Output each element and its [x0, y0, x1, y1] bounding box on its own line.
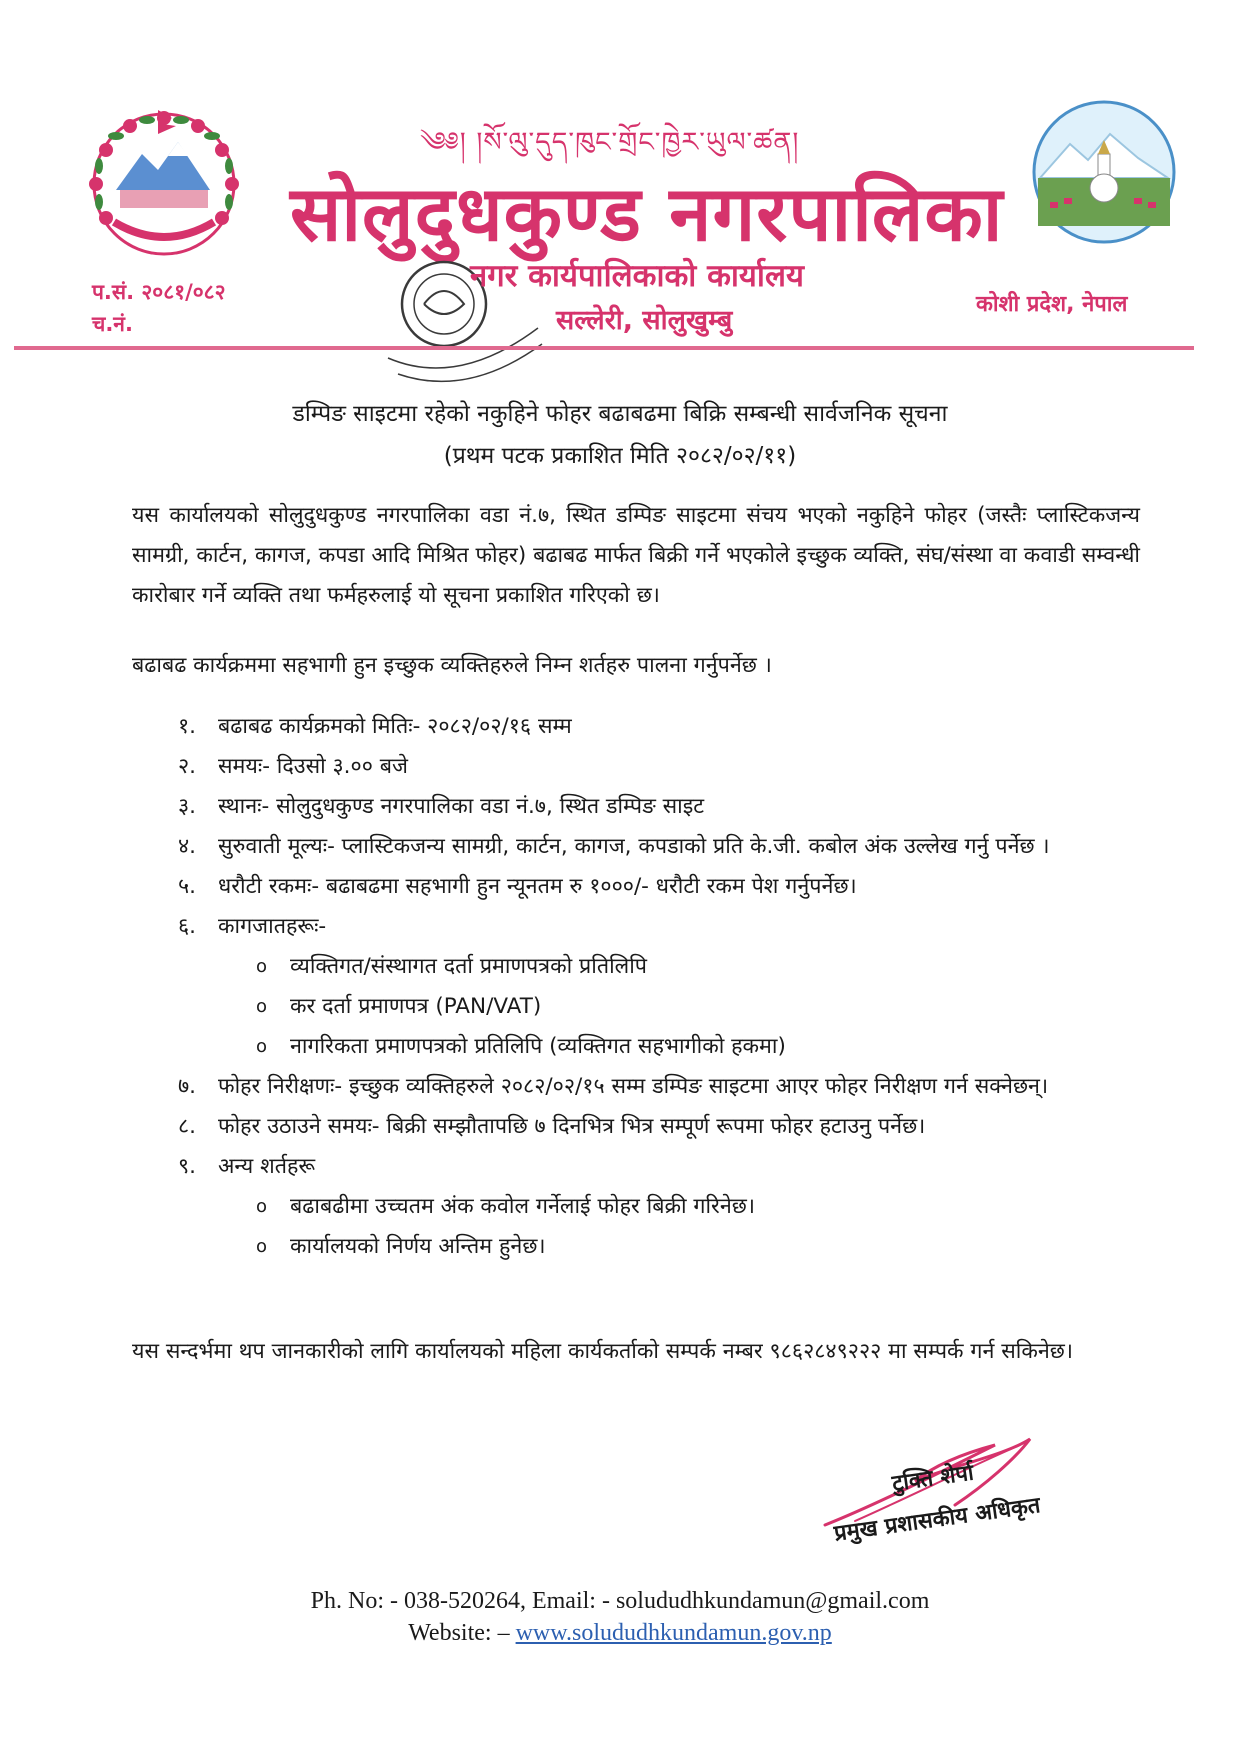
list-item — [178, 1148, 1158, 1185]
office-name: नगर कार्यपालिकाको कार्यालय — [470, 258, 804, 294]
document-text: कर दर्ता प्रमाणपत्र (PAN/VAT) — [290, 994, 542, 1019]
website-link[interactable]: www.solududhkundamun.gov.np — [515, 1620, 832, 1646]
contact-line: Ph. No: - 038-520264, Email: - solududhkundamun@gmail.com — [310, 1588, 930, 1614]
list-item — [178, 708, 1158, 745]
item-text: बढाबढ कार्यक्रमको मितिः- २०८२/०२/१६ सम्म — [218, 714, 572, 739]
item-number: २. — [178, 754, 197, 779]
condition-item — [256, 1228, 1158, 1265]
bullet-icon: o — [256, 1236, 268, 1257]
item-number: ८. — [178, 1114, 197, 1139]
item-text: अन्य शर्तहरू — [218, 1154, 316, 1179]
website-label: Website: – — [408, 1620, 510, 1646]
province-label: कोशी प्रदेश, नेपाल — [976, 292, 1128, 317]
signer-designation: प्रमुख प्रशासकीय अधिकृत — [832, 1493, 1042, 1547]
document-item — [256, 948, 1158, 985]
closing-paragraph: यस सन्दर्भमा थप जानकारीको लागि कार्यालयको महिला कार्यकर्ताको सम्पर्क नम्बर ९८६२८४९२२२ मा सम्पर्क गर्न सकिनेछ। — [132, 1339, 1074, 1364]
bullet-icon: o — [256, 996, 268, 1017]
item-number: ४. — [178, 834, 197, 859]
website-line — [0, 1620, 1240, 1647]
item-text: कागजातहरूः- — [218, 914, 327, 939]
list-item — [178, 748, 1158, 785]
municipality-name: सोलुदुधकुण्ड नगरपालिका — [290, 169, 1004, 258]
reference-number: प.सं. २०८१/०८२ — [92, 280, 226, 304]
list-item — [178, 868, 1158, 905]
condition-text: बढाबढीमा उच्चतम अंक कवोल गर्नेलाई फोहर बिक्री गरिनेछ। — [290, 1194, 756, 1219]
document-item — [256, 1028, 1158, 1065]
letterhead-divider — [14, 346, 1194, 350]
nepal-emblem-icon — [86, 104, 242, 260]
item-text: धरौटी रकमः- बढाबढमा सहभागी हुन न्यूनतम रु १०००/- धरौटी रकम पेश गर्नुपर्नेछ। — [218, 874, 857, 899]
document-item — [256, 988, 1158, 1025]
item-number: ६. — [178, 914, 197, 939]
item-text: स्थानः- सोलुदुधकुण्ड नगरपालिका वडा नं.७, स्थित डम्पिङ साइट — [218, 794, 705, 819]
notice-subtitle: (प्रथम पटक प्रकाशित मिति २०८२/०२/११) — [443, 443, 797, 469]
document-text: व्यक्तिगत/संस्थागत दर्ता प्रमाणपत्रको प्रतिलिपि — [290, 954, 647, 979]
conditions-list — [178, 708, 1158, 1268]
item-text: सुरुवाती मूल्यः- प्लास्टिकजन्य सामग्री, कार्टन, कागज, कपडाको प्रति के.जी. कबोल अंक उल्लेख गर्नु पर्नेछ । — [218, 834, 1050, 859]
bullet-icon: o — [256, 1196, 268, 1217]
item-number: ५. — [178, 874, 197, 899]
list-item — [178, 908, 1158, 945]
item-text: फोहर उठाउने समयः- बिक्री सम्झौतापछि ७ दिनभित्र भित्र सम्पूर्ण रूपमा फोहर हटाउनु पर्नेछ। — [218, 1114, 926, 1139]
tibetan-name-line: ༄༅། །སོ་ལུ་དུད་ཁུང་གྲོང་ཁྱེར་ཡུལ་ཚན། — [420, 127, 800, 158]
list-item — [178, 1068, 1158, 1105]
list-item — [178, 788, 1158, 825]
dispatch-number: च.नं. — [92, 312, 133, 336]
notice-title: डम्पिङ साइटमा रहेको नकुहिने फोहर बढाबढमा बिक्रि सम्बन्धी सार्वजनिक सूचना — [292, 401, 948, 427]
item-number: ३. — [178, 794, 197, 819]
signer-name: टुक्ति शेर्पा — [890, 1460, 976, 1497]
office-location: सल्लेरी, सोलुखुम्बु — [556, 305, 733, 336]
intro-paragraph: यस कार्यालयको सोलुदुधकुण्ड नगरपालिका वडा नं.७, स्थित डम्पिङ साइटमा संचय भएको नकुहिने फोहर (जस्तैः प्लास्टिकजन्य सामग्री, कार्टन, कागज, कपडा आदि मिश्रित फोहर) बढाबढ मार्फत बिक्री गर्ने भएकोले इच्छुक व्यक्ति, संघ/संस्था वा कवाडी सम्वन्धी कारोबार गर्ने व्यक्ति तथा फर्महरुलाई यो सूचना प्रकाशित गरिएको छ। — [132, 503, 1140, 608]
municipality-logo-icon — [1030, 98, 1178, 246]
document-text: नागरिकता प्रमाणपत्रको प्रतिलिपि (व्यक्तिगत सहभागीको हकमा) — [290, 1034, 786, 1059]
item-text: फोहर निरीक्षणः- इच्छुक व्यक्तिहरुले २०८२/०२/१५ सम्म डम्पिङ साइटमा आएर फोहर निरीक्षण गर्न सक्नेछन्। — [218, 1074, 1049, 1099]
conditions-lead: बढाबढ कार्यक्रममा सहभागी हुन इच्छुक व्यक्तिहरुले निम्न शर्तहरु पालना गर्नुपर्नेछ । — [132, 653, 772, 678]
bullet-icon: o — [256, 956, 268, 977]
item-number: ७. — [178, 1074, 197, 1099]
condition-item — [256, 1188, 1158, 1225]
bullet-icon: o — [256, 1036, 268, 1057]
item-number: ९. — [178, 1154, 197, 1179]
list-item — [178, 828, 1158, 865]
item-text: समयः- दिउसो ३.०० बजे — [218, 754, 408, 779]
list-item — [178, 1108, 1158, 1145]
item-number: १. — [178, 714, 197, 739]
condition-text: कार्यालयको निर्णय अन्तिम हुनेछ। — [290, 1234, 546, 1259]
